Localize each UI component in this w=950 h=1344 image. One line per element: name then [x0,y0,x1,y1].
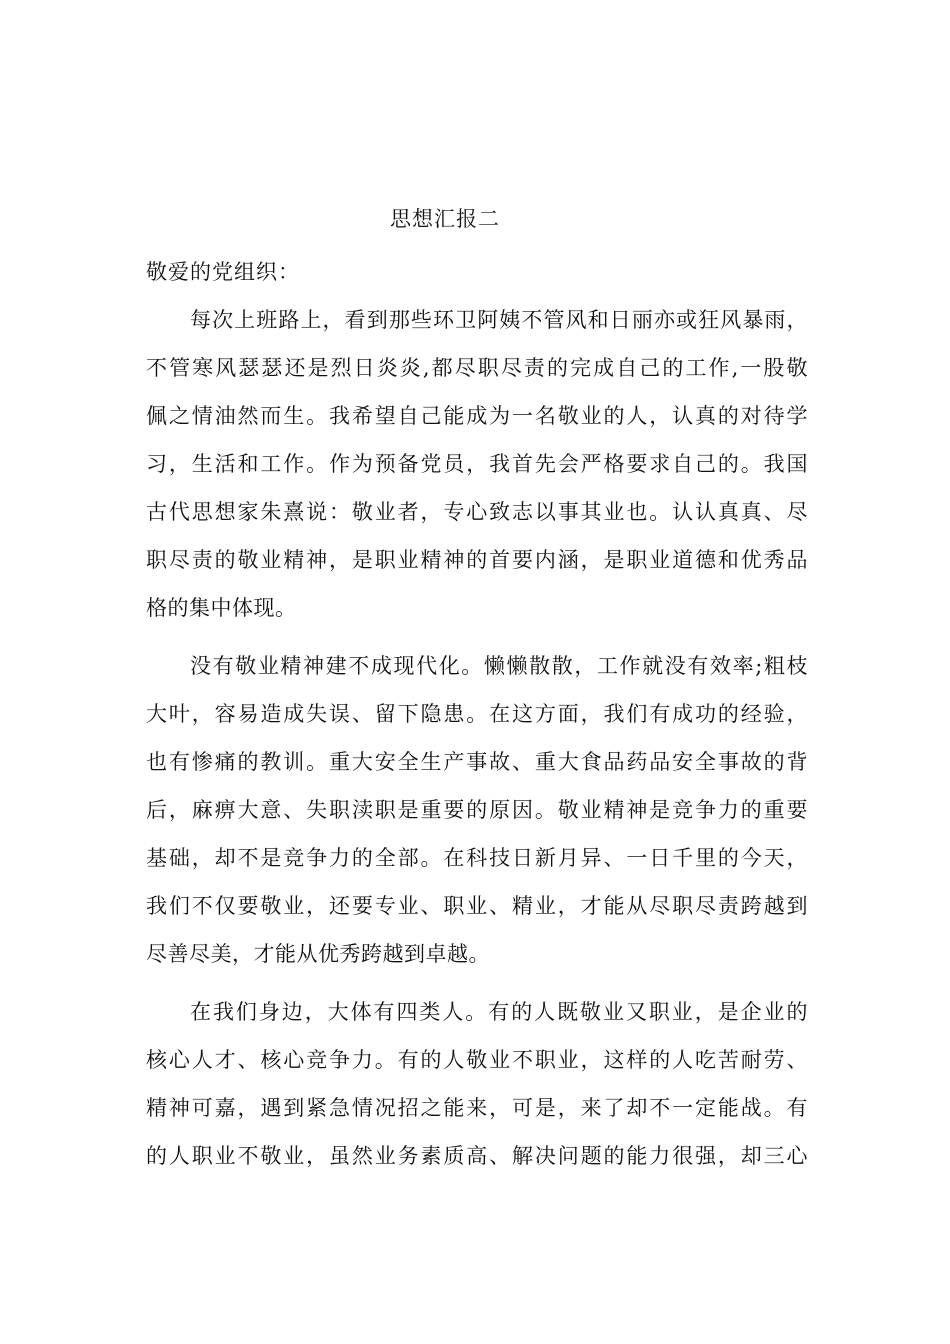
paragraph-1-line-4: 习，生活和工作。作为预备党员，我首先会严格要求自己的。我国 [146,452,808,476]
paragraph-2-line-7: 尽善尽美，才能从优秀跨越到卓越。 [146,942,490,966]
salutation: 敬爱的党组织： [146,260,300,284]
paragraph-2-line-6: 我们不仅要敬业，还要专业、职业、精业，才能从尽职尽责跨越到 [146,894,808,918]
paragraph-2-line-4: 后，麻痹大意、失职渎职是重要的原因。敬业精神是竞争力的重要 [146,798,808,822]
paragraph-2-line-3: 也有惨痛的教训。重大安全生产事故、重大食品药品安全事故的背 [146,750,808,774]
paragraph-1-line-5: 古代思想家朱熹说：敬业者，专心致志以事其业也。认认真真、尽 [146,500,808,524]
document-title: 思想汇报二 [390,207,500,231]
paragraph-2-line-1: 没有敬业精神建不成现代化。懒懒散散，工作就没有效率;粗枝 [190,654,808,678]
paragraph-2-line-2: 大叶，容易造成失误、留下隐患。在这方面，我们有成功的经验， [146,702,808,726]
paragraph-3-line-2: 核心人才、核心竞争力。有的人敬业不职业，这样的人吃苦耐劳、 [146,1048,808,1072]
paragraph-1-line-2: 不管寒风瑟瑟还是烈日炎炎,都尽职尽责的完成自己的工作,一股敬 [146,356,808,380]
paragraph-2-line-5: 基础，却不是竞争力的全部。在科技日新月异、一日千里的今天， [146,846,808,870]
paragraph-1-line-7: 格的集中体现。 [146,596,297,620]
paragraph-3-line-1: 在我们身边，大体有四类人。有的人既敬业又职业，是企业的 [190,1000,808,1024]
paragraph-1-line-6: 职尽责的敬业精神，是职业精神的首要内涵，是职业道德和优秀品 [146,548,808,572]
paragraph-3-line-4: 的人职业不敬业，虽然业务素质高、解决问题的能力很强，却三心 [146,1144,808,1168]
paragraph-1-line-3: 佩之情油然而生。我希望自己能成为一名敬业的人，认真的对待学 [146,404,808,428]
paragraph-1-line-1: 每次上班路上，看到那些环卫阿姨不管风和日丽亦或狂风暴雨， [190,308,808,332]
paragraph-3-line-3: 精神可嘉，遇到紧急情况招之能来，可是，来了却不一定能战。有 [146,1096,808,1120]
